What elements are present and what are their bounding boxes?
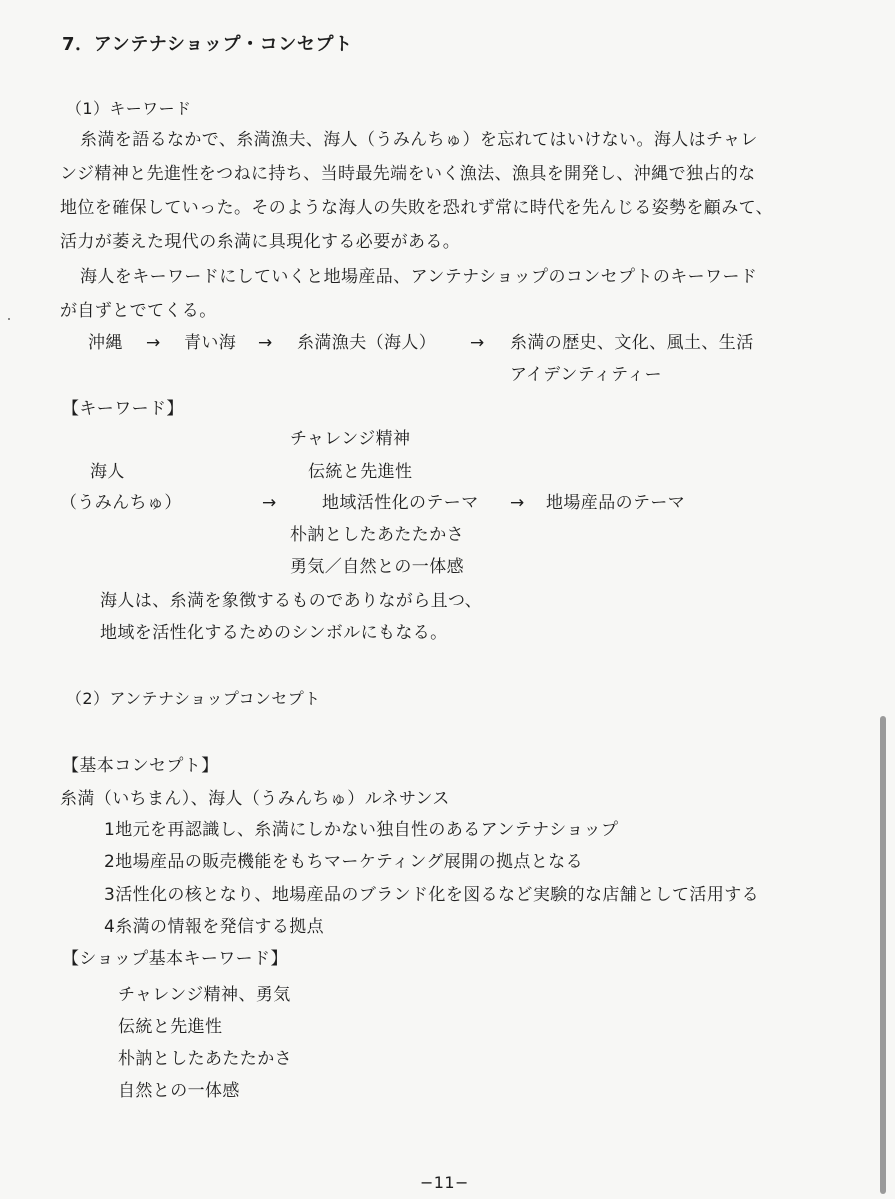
section2-title: （2）アンテナショップコンセプト [66, 689, 321, 708]
shop-keyword-label: 【ショップ基本キーワード】 [62, 949, 288, 969]
diagram-arrow-left: → [262, 493, 277, 513]
paragraph2-line2: が自ずとでてくる。 [60, 301, 217, 321]
shop-keyword-2: 伝統と先進性 [118, 1017, 223, 1037]
diagram-center-4: 朴訥としたあたたかさ [290, 525, 464, 545]
page-heading: 7．アンテナショップ・コンセプト [62, 34, 353, 55]
diagram-arrow-right: → [510, 493, 525, 513]
diagram-center-2: 伝統と先進性 [308, 462, 413, 482]
paragraph1-line3: 地位を確保していった。そのような海人の失敗を恐れず常に時代を先んじる姿勢を顧みて、 [60, 198, 774, 218]
diagram-center-5: 勇気／自然との一体感 [290, 557, 464, 577]
flow-arrow-2: → [258, 333, 273, 353]
flow-okinawa: 沖縄 [88, 333, 123, 353]
concept-item-2: 2地場産品の販売機能をもちマーケティング展開の拠点となる [104, 852, 583, 872]
paragraph2-line1: 海人をキーワードにしていくと地場産品、アンテナショップのコンセプトのキーワード [80, 267, 758, 287]
diagram-center-3: 地域活性化のテーマ [322, 493, 479, 513]
flow-fishermen: 糸満漁夫（海人） [297, 333, 437, 353]
conclusion-line1: 海人は、糸満を象徴するものでありながら且つ、 [100, 591, 483, 611]
vertical-scrollbar[interactable] [880, 716, 886, 1194]
conclusion-line2: 地域を活性化するためのシンボルにもなる。 [100, 623, 448, 643]
shop-keyword-4: 自然との一体感 [118, 1081, 240, 1101]
diagram-right: 地場産品のテーマ [546, 493, 686, 513]
flow-history: 糸満の歴史、文化、風土、生活 [510, 333, 754, 353]
shop-keyword-3: 朴訥としたあたたかさ [118, 1049, 292, 1069]
scan-speck [8, 318, 10, 320]
concept-item-1: 1地元を再認識し、糸満にしかない独自性のあるアンテナショップ [104, 820, 619, 840]
paragraph1-line2: ンジ精神と先進性をつねに持ち、当時最先端をいく漁法、漁具を開発し、沖縄で独占的な [60, 164, 756, 184]
flow-arrow-3: → [470, 333, 485, 353]
flow-identity: アイデンティティー [510, 365, 663, 385]
diagram-left-2: （うみんちゅ） [60, 493, 182, 513]
basic-concept-label: 【基本コンセプト】 [62, 756, 219, 776]
paragraph1-line1: 糸満を語るなかで、糸満漁夫、海人（うみんちゅ）を忘れてはいけない。海人はチャレ [80, 130, 758, 150]
flow-arrow-1: → [146, 333, 161, 353]
page-number: −11− [420, 1173, 469, 1192]
keyword-label: 【キーワード】 [62, 399, 184, 419]
section1-title: （1）キーワード [66, 99, 192, 118]
concept-item-3: 3活性化の核となり、地場産品のブランド化を図るなど実験的な店舗として活用する [104, 885, 760, 905]
diagram-center-1: チャレンジ精神 [290, 429, 411, 449]
paragraph1-line4: 活力が萎えた現代の糸満に具現化する必要がある。 [60, 232, 461, 252]
concept-item-4: 4糸満の情報を発信する拠点 [104, 917, 325, 937]
shop-keyword-1: チャレンジ精神、勇気 [118, 985, 291, 1005]
flow-blue-sea: 青い海 [184, 333, 237, 353]
diagram-left-1: 海人 [90, 462, 125, 482]
basic-concept-main: 糸満（いちまん）、海人（うみんちゅ）ルネサンス [60, 789, 450, 809]
